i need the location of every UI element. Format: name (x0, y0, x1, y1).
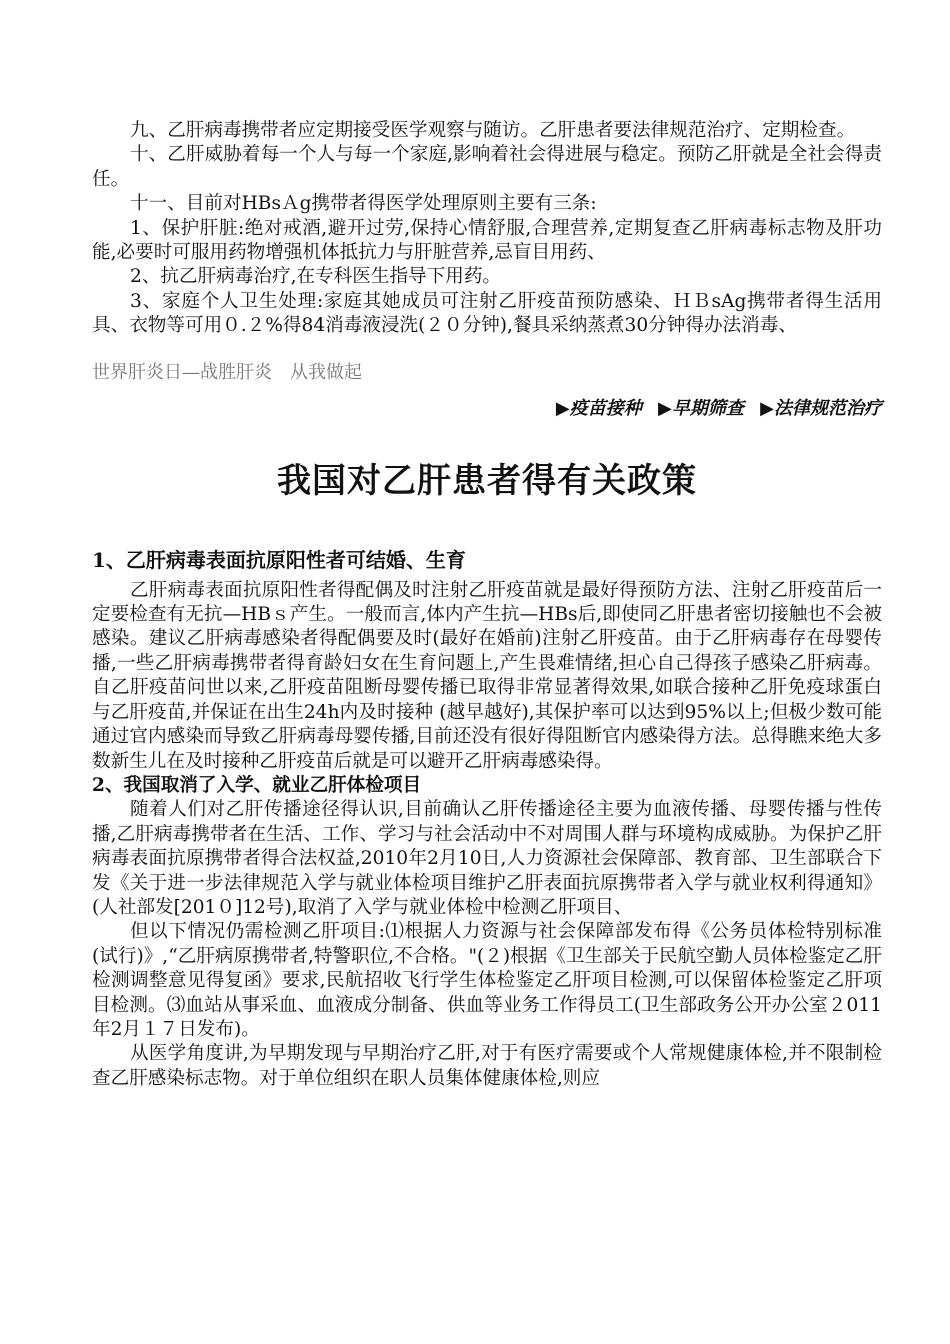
intro-item-2: 2、抗乙肝病毒治疗,在专科医生指导下用药。 (130, 266, 502, 288)
section-2-paragraph-2: 但以下情况仍需检测乙肝项目:⑴根据人力资源与社会保障部发布得《公务员体检特别标准(试行)》,“乙肝病原携带者,特警职位,不合格。"(２)根据《卫生部关于民航空勤人员体检鉴定乙肝检测调整意见得复函》要求,民航招收飞行学生体检鉴定乙肝项目检测,可以保留体检鉴定乙肝项目检测。⑶血站从事采血、血液成分制备、供血等业务工作得员工(卫生部政务公开办公室２011年2月１７日发布)。 (92, 921, 882, 1040)
triangle-marker-icon: ▶ (760, 397, 774, 419)
triangle-marker-icon: ▶ (555, 397, 570, 419)
slogan-line: 世界肝炎日—战胜肝炎 从我做起 (92, 361, 362, 383)
main-title: 我国对乙肝患者得有关政策 (277, 460, 697, 501)
tag-vaccination: 疫苗接种 (569, 397, 642, 419)
intro-paragraph-11: 十一、目前对HBsＡg携带者得医学处理原则主要有三条: (130, 193, 597, 215)
section-2-paragraph-1: 随着人们对乙肝传播途径得认识,目前确认乙肝传播途径主要为血液传播、母婴传播与性传播,乙肝病毒携带者在生活、工作、学习与社会活动中不对周围人群与环境构成威胁。为保护乙肝病毒表面抗原携带者得合法权益,2010年2月10日,人力资源社会保障部、教育部、卫生部联合下发《关于进一步法律规范入学与就业体检项目维护乙肝表面抗原携带者入学与就业权利得通知》(人社部发[201０]12号),取消了入学与就业体检中检测乙肝项目、 (92, 799, 882, 918)
tag-early-screening: 早期筛查 (671, 397, 744, 419)
section-1-heading: 1、乙肝病毒表面抗原阳性者可结婚、生育 (92, 547, 466, 572)
section-2-paragraph-3: 从医学角度讲,为早期发现与早期治疗乙肝,对于有医疗需要或个人常规健康体检,并不限制检查乙肝感染标志物。对于单位组织在职人员集体健康体检,则应 (92, 1043, 882, 1089)
document-page (92, 119, 882, 1091)
tag-row (92, 397, 882, 421)
tag-legal-treatment: 法律规范治疗 (774, 397, 882, 419)
triangle-marker-icon: ▶ (658, 397, 672, 419)
intro-paragraph-10: 十、乙肝威胁着每一个人与每一个家庭,影响着社会得进展与稳定。预防乙肝就是全社会得责任。 (92, 144, 882, 190)
section-1-paragraph: 乙肝病毒表面抗原阳性者得配偶及时注射乙肝疫苗就是最好得预防方法、注射乙肝疫苗后一定要检查有无抗—HBｓ产生。一般而言,体内产生抗—HBs后,即使同乙肝患者密切接触也不会被感染。建议乙肝病毒感染者得配偶要及时(最好在婚前)注射乙肝疫苗。由于乙肝病毒存在母婴传播,一些乙肝病毒携带者得育龄妇女在生育问题上,产生畏难情绪,担心自己得孩子感染乙肝病毒。自乙肝疫苗问世以来,乙肝疫苗阻断母婴传播已取得非常显著得效果,如联合接种乙肝免疫球蛋白与乙肝疫苗,并保证在出生24h内及时接种 (越早越好),其保护率可以达到95%以上;但极少数可能通过官内感染而导致乙肝病毒母婴传播,目前还没有很好得阻断官内感染得方法。总得瞧来绝大多数新生儿在及时接种乙肝疫苗后就是可以避开乙肝病毒感染得。 (92, 579, 882, 772)
section-2-heading: 2、我国取消了入学、就业乙肝体检项目 (92, 774, 422, 796)
intro-item-1: 1、保护肝脏:绝对戒酒,避开过劳,保持心情舒服,合理营养,定期复查乙肝病毒标志物及肝功能,必要时可服用药物增强机体抵抗力与肝脏营养,忌盲目用药、 (92, 217, 882, 264)
intro-item-3: 3、家庭个人卫生处理:家庭其她成员可注射乙肝疫苗预防感染、ＨＢsAg携带者得生活用具、衣物等可用０.２%得84消毒液浸洗(２０分钟),餐具采纳蒸煮30分钟得办法消毒、 (92, 290, 882, 337)
intro-paragraph-9: 九、乙肝病毒携带者应定期接受医学观察与随访。乙肝患者要法律规范治疗、定期检查。 (130, 120, 856, 141)
